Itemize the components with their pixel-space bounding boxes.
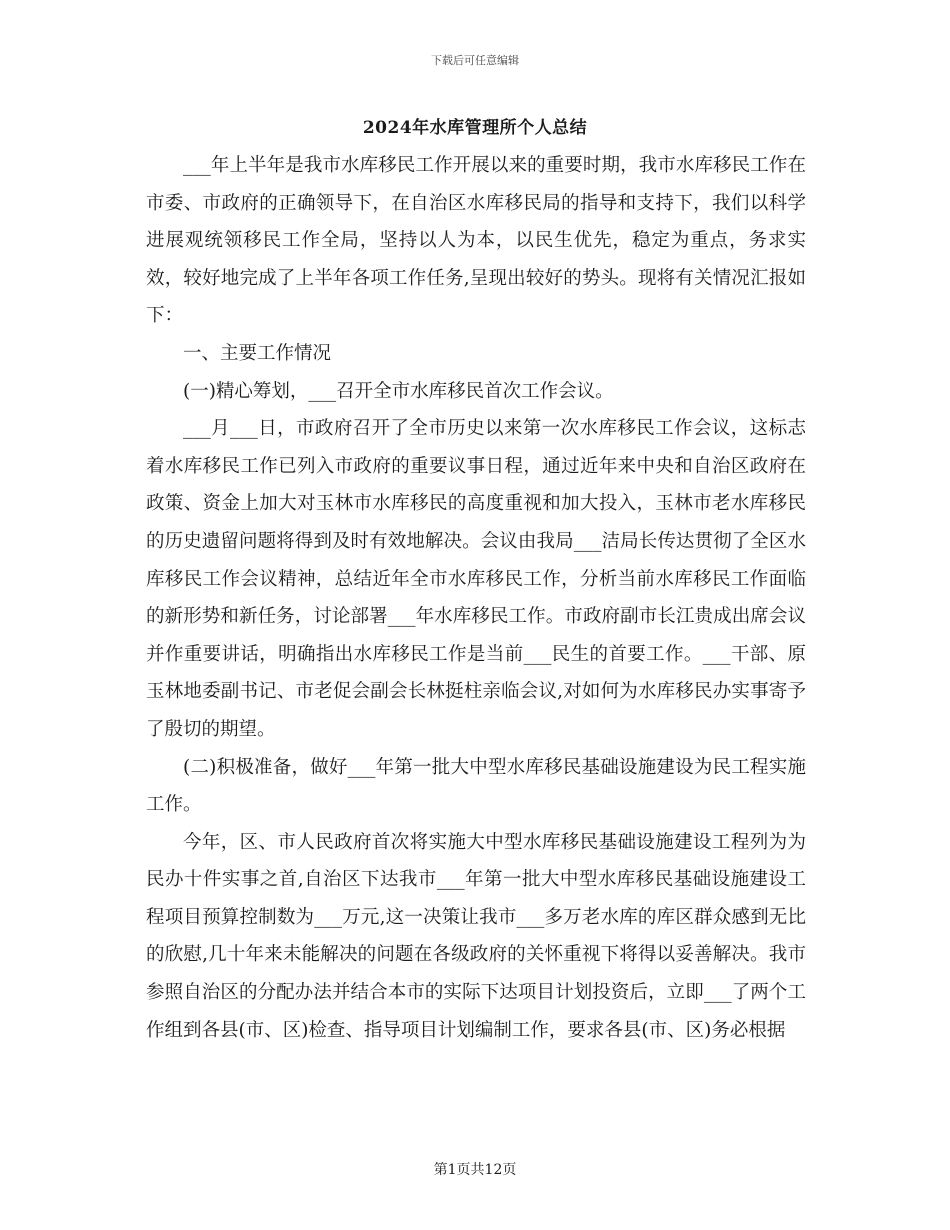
document-body	[146, 147, 806, 1049]
paragraph-infrastructure: 今年，区、市人民政府首次将实施大中型水库移民基础设施建设工程列为为民办十件实事之首,自治区下达我市___年第一批大中型水库移民基础设施建设工程项目预算控制数为___万元,这一决策让我市___多万老水库的库区群众感到无比的欣慰,几十年来未能解决的问题在各级政府的关怀重视下将得以妥善解决。我市参照自治区的分配办法并结合本市的实际下达项目计划投资后，立即___了两个工作组到各县(市、区)检查、指导项目计划编制工作，要求各县(市、区)务必根据	[146, 831, 806, 1041]
document-title: 2024年水库管理所个人总结	[362, 118, 588, 138]
paragraph-intro: ___年上半年是我市水库移民工作开展以来的重要时期，我市水库移民工作在市委、市政府的正确领导下，在自治区水库移民局的指导和支持下，我们以科学进展观统领移民工作全局，坚持以人为本，以民生优先，稳定为重点，务求实效，较好地完成了上半年各项工作任务,呈现出较好的势头。现将有关情况汇报如下：	[146, 155, 806, 327]
page-footer-indicator: 第1页共12页	[433, 1162, 517, 1178]
subsection-heading-1: (一)精心筹划，___召开全市水库移民首次工作会议。	[183, 380, 614, 402]
section-heading-main-work: 一、主要工作情况	[183, 342, 332, 364]
paragraph-meeting: ___月___日，市政府召开了全市历史以来第一次水库移民工作会议，这标志着水库移民工作已列入市政府的重要议事日程，通过近年来中央和自治区政府在政策、资金上加大对玉林市水库移民的高度重视和加大投入，玉林市老水库移民的历史遗留问题将得到及时有效地解决。会议由我局___洁局长传达贯彻了全区水库移民工作会议精神，总结近年全市水库移民工作，分析当前水库移民工作面临的新形势和新任务，讨论部署___年水库移民工作。市政府副市长江贵成出席会议并作重要讲话，明确指出水库移民工作是当前___民生的首要工作。___干部、原玉林地委副书记、市老促会副会长林挺柱亲临会议,对如何为水库移民办实事寄予了殷切的期望。	[146, 418, 806, 740]
page-header-note: 下载后可任意编辑	[431, 54, 519, 67]
subsection-heading-2: (二)积极准备，做好___年第一批大中型水库移民基础设施建设为民工程实施工作。	[146, 756, 806, 816]
